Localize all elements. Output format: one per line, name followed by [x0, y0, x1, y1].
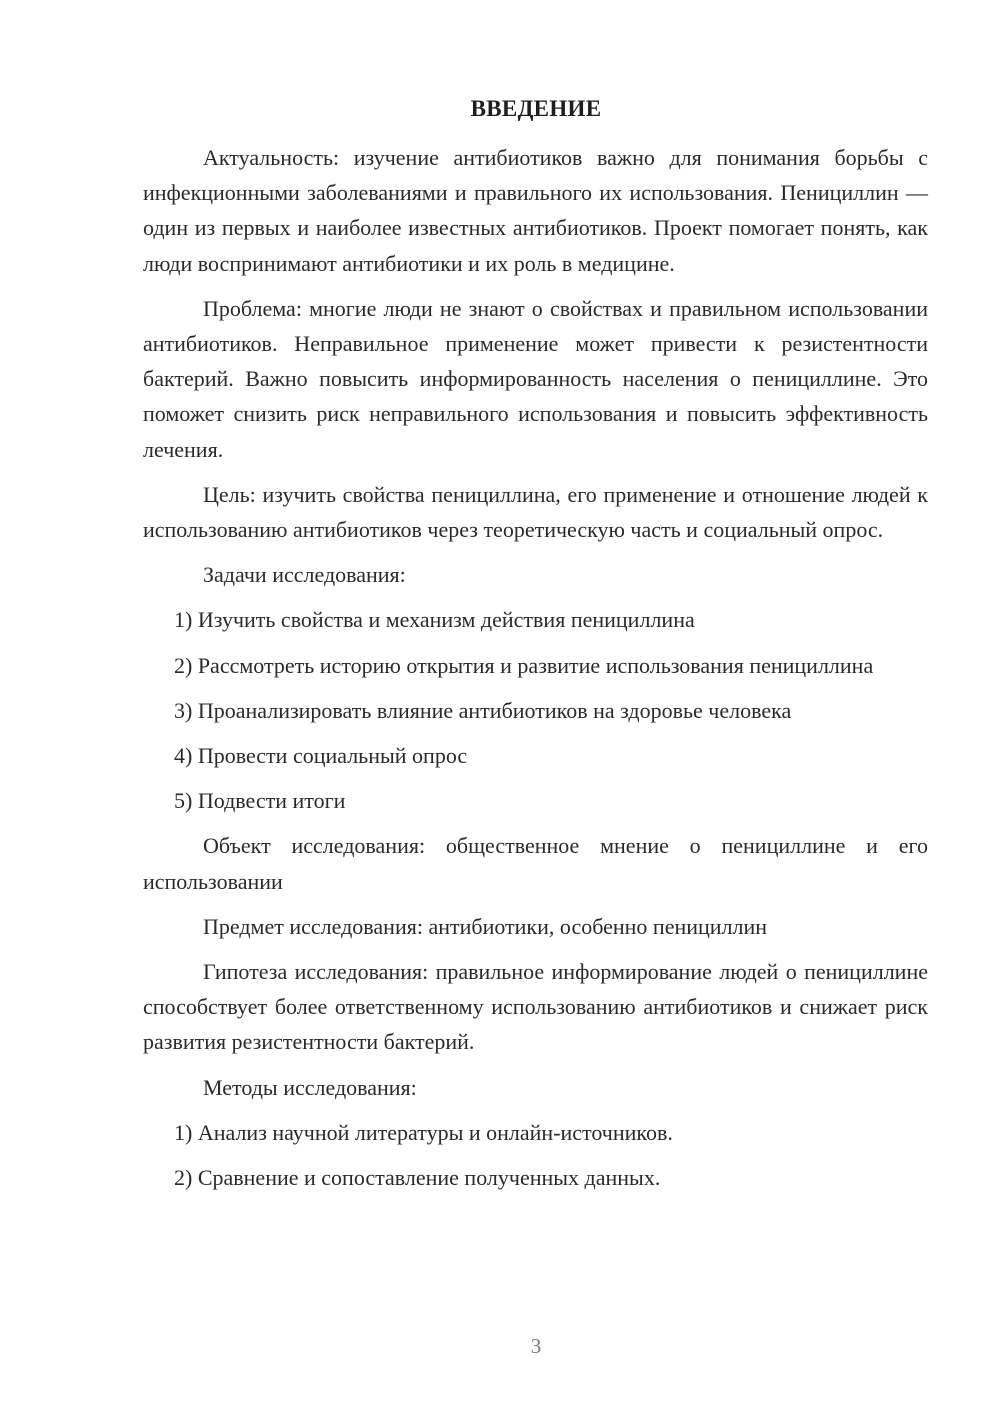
document-body — [143, 140, 928, 1205]
task-item-4: 4) Провести социальный опрос — [174, 743, 468, 769]
method-item-1: 1) Анализ научной литературы и онлайн-источников. — [174, 1119, 673, 1145]
method-item-2: 2) Сравнение и сопоставление полученных данных. — [174, 1165, 661, 1191]
task-item-1: 1) Изучить свойства и механизм действия пенициллина — [174, 607, 695, 633]
methods-heading: Методы исследования: — [203, 1074, 417, 1100]
hypothesis-paragraph: Гипотеза исследования: правильное информирование людей о пенициллине способствует более ответственному использованию антибиотиков и снижает риск развития резистентности бактерий. — [143, 959, 928, 1055]
goal-paragraph: Цель: изучить свойства пенициллина, его применение и отношение людей к использованию антибиотиков через теоретическую часть и социальный опрос. — [143, 481, 928, 543]
subject-paragraph: Предмет исследования: антибиотики, особенно пенициллин — [203, 913, 768, 939]
problem-paragraph: Проблема: многие люди не знают о свойствах и правильном использовании антибиотиков. Неправильное применение может привести к резистентности бактерий. Важно повысить информированность населения о пенициллине. Это поможет снизить риск неправильного использования и повысить эффективность лечения. — [143, 295, 928, 462]
tasks-heading: Задачи исследования: — [203, 562, 406, 588]
page-number: 3 — [530, 1334, 542, 1358]
task-item-2: 2) Рассмотреть историю открытия и развитие использования пенициллина — [174, 652, 874, 678]
page-title: ВВЕДЕНИЕ — [470, 96, 602, 121]
relevance-paragraph: Актуальность: изучение антибиотиков важно для понимания борьбы с инфекционными заболеваниями и правильного их использования. Пенициллин — один из первых и наиболее известных антибиотиков. Проект помогает понять, как люди воспринимают антибиотики и их роль в медицине. — [143, 145, 928, 276]
task-item-5: 5) Подвести итоги — [174, 788, 346, 814]
task-item-3: 3) Проанализировать влияние антибиотиков на здоровье человека — [174, 697, 792, 723]
object-paragraph: Объект исследования: общественное мнение о пенициллине и его использовании — [143, 833, 928, 894]
